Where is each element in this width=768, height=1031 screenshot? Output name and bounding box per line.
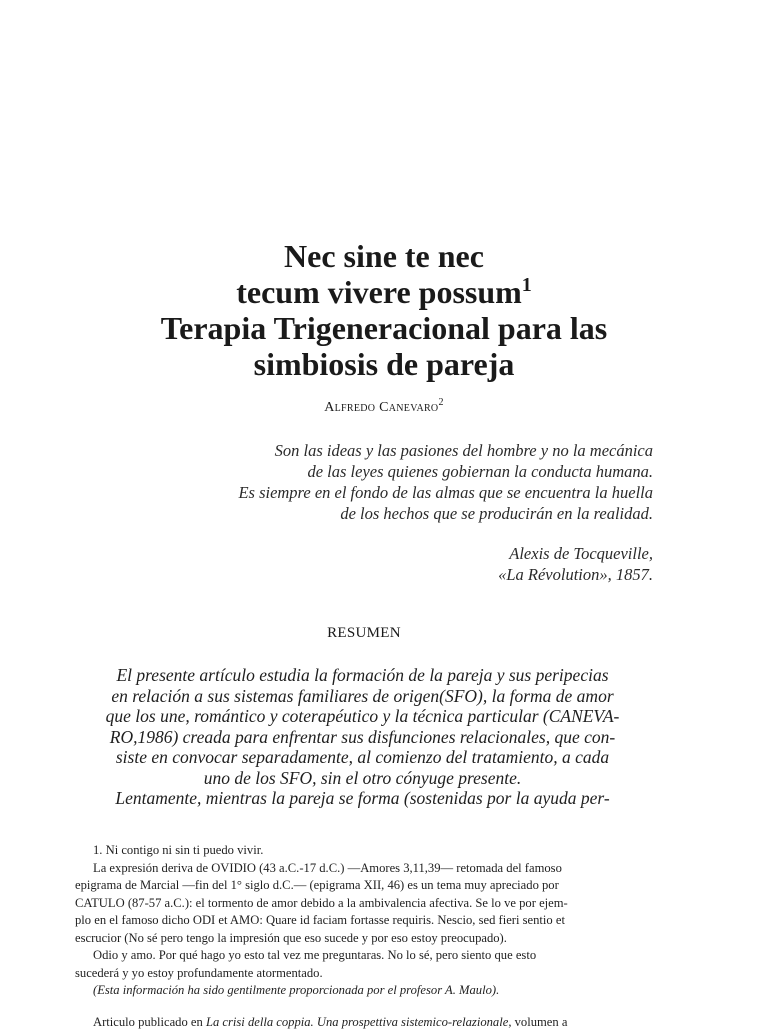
title-line-1: Nec sine te nec <box>0 238 768 274</box>
abstract-line: en relación a sus sistemas familiares de origen(SFO), la forma de amor <box>75 686 650 707</box>
footnote-2 <box>75 1014 655 1031</box>
footnote-1-line: epigrama de Marcial —fin del 1° siglo d.C.— (epigrama XII, 46) es un tema muy apreciado por <box>75 877 655 895</box>
title-line-3: Terapia Trigeneracional para las <box>0 310 768 346</box>
author-footnote-mark: 2 <box>438 397 443 408</box>
epigraph-line: de las leyes quienes gobiernan la conducta humana. <box>93 461 653 482</box>
abstract-line: siste en convocar separadamente, al comienzo del tratamiento, a cada <box>75 747 650 768</box>
footnote-1-line: escrucior (No sé pero tengo la impresión que eso sucede y por eso estoy preocupado). <box>75 930 655 948</box>
abstract-line: que los une, romántico y coterapéutico y la técnica particular (CANEVA- <box>75 706 650 727</box>
abstract-text <box>75 665 650 809</box>
title-line-2 <box>0 274 768 310</box>
epigraph-line: Es siempre en el fondo de las almas que se encuentra la huella <box>93 482 653 503</box>
footnote-1-line: Odio y amo. Por qué hago yo esto tal vez me preguntaras. No lo sé, pero siento que esto <box>75 947 655 965</box>
footnote-2-book-title: La crisi della coppia. Una prospettiva sistemico-relazionale <box>206 1015 508 1029</box>
attribution-author: Alexis de Tocqueville, <box>253 543 653 564</box>
author-name: Alfredo Canevaro <box>324 400 438 415</box>
footnotes <box>75 842 655 1031</box>
title-line-4: simbiosis de pareja <box>0 346 768 382</box>
abstract-line: uno de los SFO, sin el otro cónyuge presente. <box>75 768 650 789</box>
abstract-line: RO,1986) creada para enfrentar sus disfunciones relacionales, que con- <box>75 727 650 748</box>
epigraph-line: de los hechos que se producirán en la realidad. <box>93 503 653 524</box>
footnote-1-line: CATULO (87-57 a.C.): el tormento de amor debido a la ambivalencia afectiva. Se lo ve por ejem- <box>75 895 655 913</box>
epigraph <box>93 440 653 524</box>
footnote-2-suffix: , volumen a <box>508 1015 567 1029</box>
footnote-1-heading: 1. Ni contigo ni sin ti puedo vivir. <box>75 842 655 860</box>
resumen-heading: RESUMEN <box>0 625 728 642</box>
abstract-line: El presente artículo estudia la formación de la pareja y sus peripecias <box>75 665 650 686</box>
footnote-1-line: sucederá y yo estoy profundamente atormentado. <box>75 965 655 983</box>
footnote-1-credit: (Esta información ha sido gentilmente proporcionada por el profesor A. Maulo). <box>75 982 655 1000</box>
author-line <box>0 400 768 416</box>
article-title <box>0 238 768 382</box>
attribution-source: «La Révolution», 1857. <box>253 564 653 585</box>
footnote-2-prefix: Articulo publicado en <box>93 1015 206 1029</box>
abstract-line: Lentamente, mientras la pareja se forma (sostenidas por la ayuda per- <box>75 788 650 809</box>
footnote-1-line: La expresión deriva de OVIDIO (43 a.C.-17 d.C.) —Amores 3,11,39— retomada del famoso <box>75 860 655 878</box>
epigraph-attribution <box>253 543 653 585</box>
epigraph-line: Son las ideas y las pasiones del hombre y no la mecánica <box>93 440 653 461</box>
footnote-1-line: plo en el famoso dicho ODI et AMO: Quare id faciam fortasse requiris. Nescio, sed fieri sentio et <box>75 912 655 930</box>
title-line-2-text: tecum vivere possum <box>236 274 522 310</box>
title-footnote-mark: 1 <box>522 274 532 296</box>
